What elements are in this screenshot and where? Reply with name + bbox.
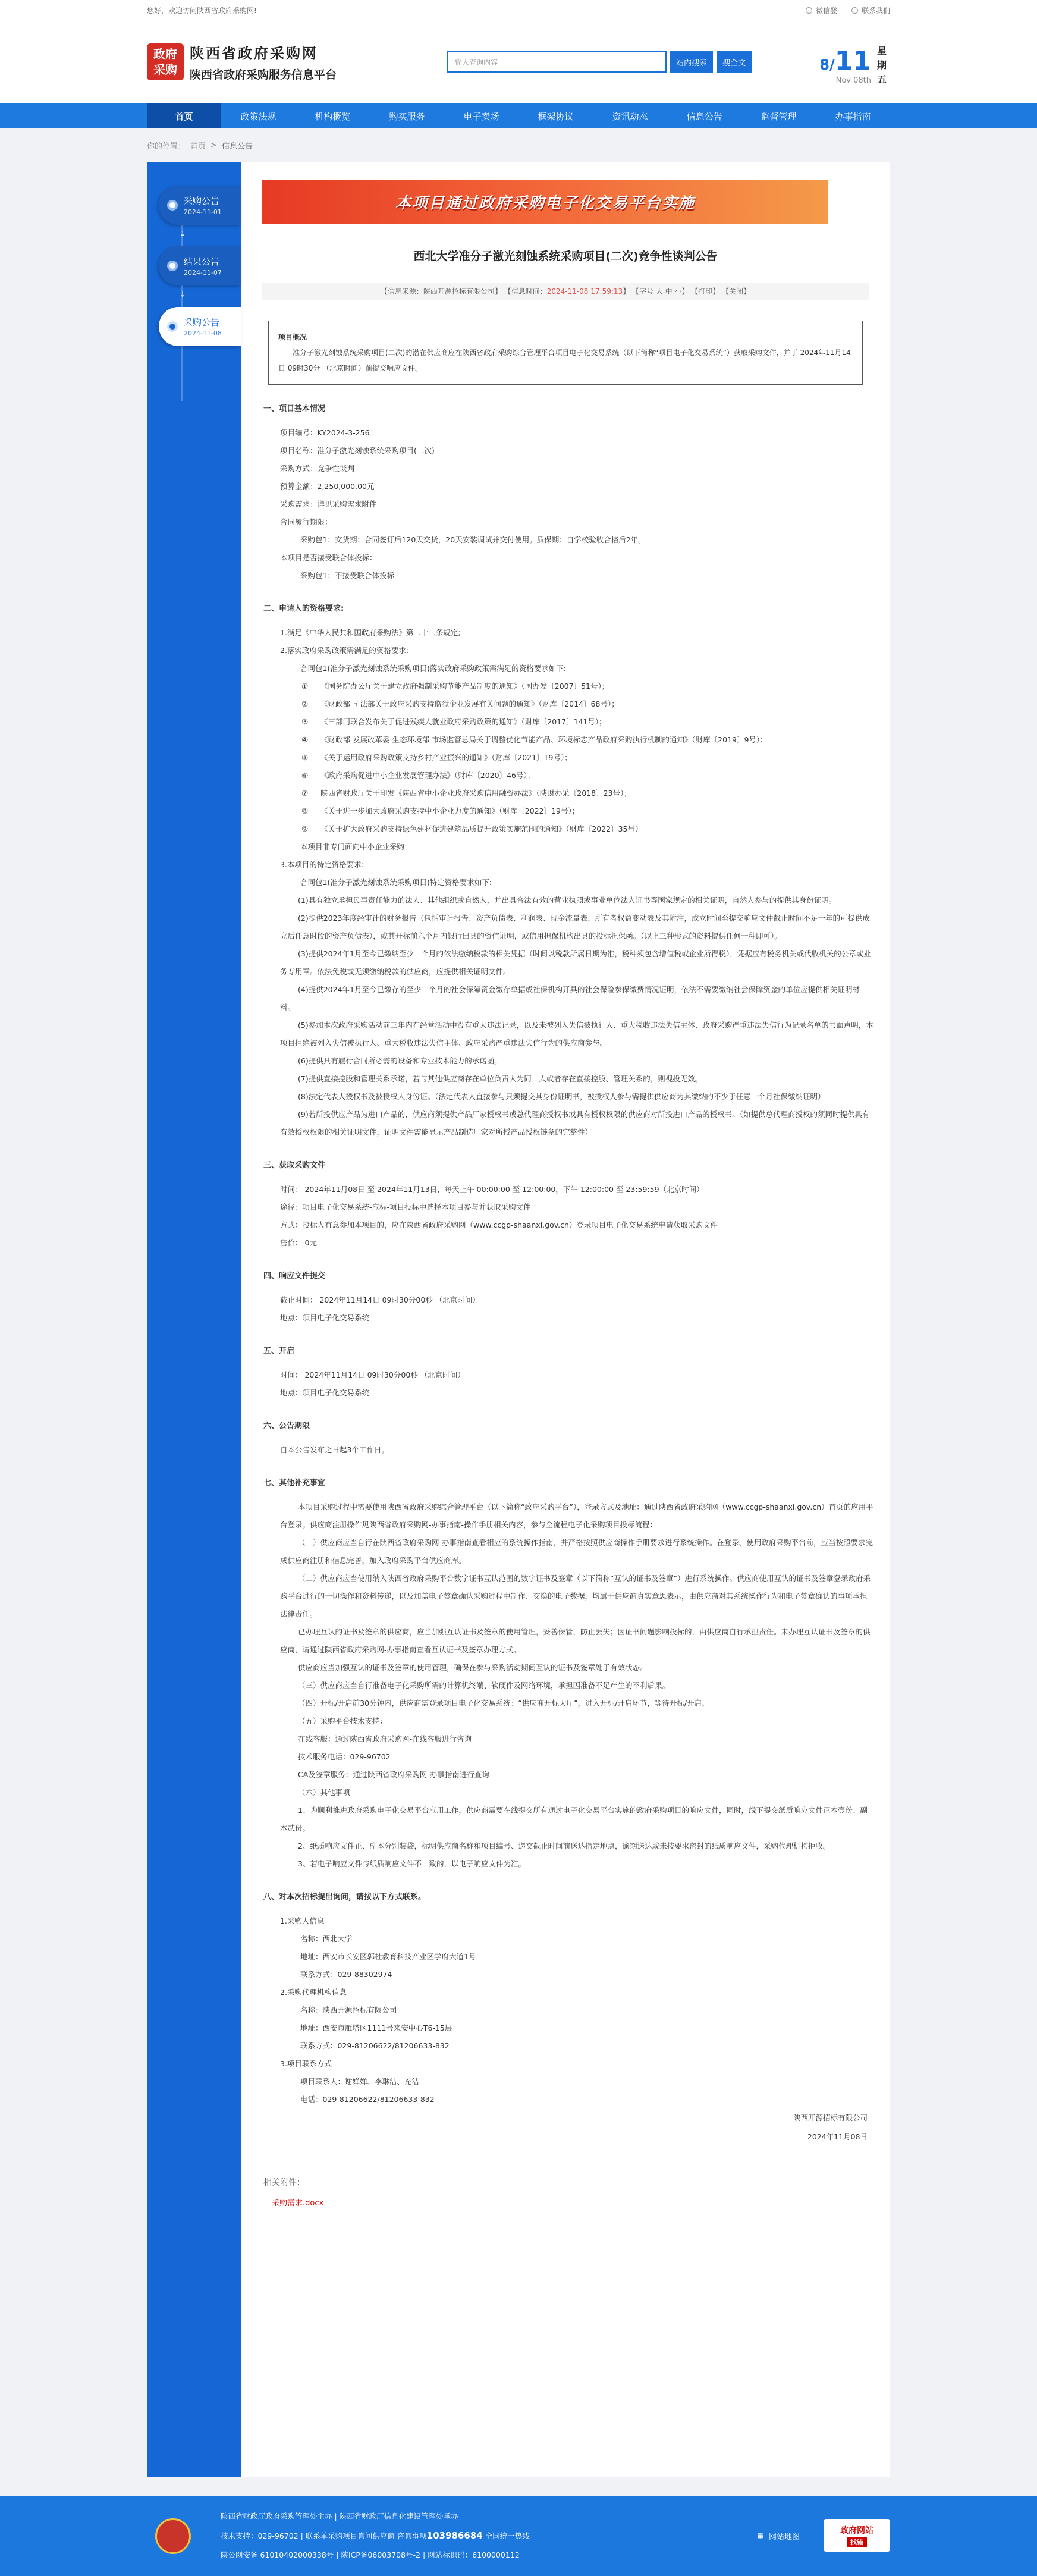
sitemap-link[interactable]: ▦ 网站地图 bbox=[756, 2531, 800, 2542]
sidebar bbox=[147, 162, 241, 2477]
article-title: 西北大学准分子激光刻蚀系统采购项目(二次)竞争性谈判公告 bbox=[413, 250, 718, 263]
nav-item-news[interactable]: 资讯动态 bbox=[612, 111, 648, 122]
welcome-text: 您好，欢迎访问陕西省政府采购网! bbox=[147, 6, 257, 15]
section-heading: 七、其他补充事宜 bbox=[263, 1479, 326, 1488]
font-size-control[interactable]: 【字号 大 中 小】 bbox=[632, 287, 689, 296]
date-main: 8/11 bbox=[819, 46, 871, 76]
nav-item-emall[interactable]: 电子卖场 bbox=[463, 111, 499, 122]
date-english: Nov 08th bbox=[835, 76, 871, 85]
gov-site-error-report-badge[interactable]: 政府网站 找错 bbox=[824, 2519, 890, 2552]
site-title-block bbox=[190, 42, 337, 82]
chevron-down-icon: ⇣ bbox=[179, 290, 186, 299]
site-footer bbox=[0, 2496, 1037, 2576]
signature-date: 2024年11月08日 bbox=[807, 2132, 868, 2141]
article-meta: 【信息来源：陕西开源招标有限公司】 【信息时间：2024-11-08 17:59:13】 【字号 大 中 小】 【打印】 【关闭】 bbox=[262, 283, 869, 300]
section-obtain-documents: 三、获取采购文件 时间： 2024年11月08日 至 2024年11月13日，每天上午 00:00:00 至 12:00:00，下午 12:00:00 至 23:59:59（北京时间） 途径：项目电子化交易系统-应标-项目投标中选择本项目参与并获取采购文件 方式：投标人有意参加本项目的，应在陕西省政府采购网（www.ccgp-shaanxi.gov.cn）登录项目电子化交易系统申请获取采购文件 售价： 0元 bbox=[257, 1157, 873, 1252]
nav-item-home[interactable]: 首页 bbox=[147, 103, 221, 128]
site-logo[interactable]: 政府采购 bbox=[147, 43, 184, 80]
summary-text: 准分子激光刻蚀系统采购项目(二次)的潜在供应商应在陕西省政府采购综合管理平台项目电子化交易系统（以下简称“项目电子化交易系统”）获取采购文件，并于 2024年11月14日 09时30分 （北京时间）前提交响应文件。 bbox=[278, 349, 851, 372]
main-nav bbox=[0, 103, 1037, 128]
section-heading: 四、响应文件提交 bbox=[263, 1272, 326, 1281]
sidebar-item-procurement-1[interactable]: 采购公告 2024-11-01 bbox=[159, 186, 241, 225]
section-heading: 三、获取采购文件 bbox=[263, 1161, 326, 1170]
timeline-dot-icon bbox=[167, 200, 178, 211]
search-input[interactable]: 输入查询内容 bbox=[447, 51, 667, 73]
contact-link[interactable]: 联系我们 bbox=[851, 5, 890, 15]
nav-item-framework[interactable]: 框架协议 bbox=[538, 111, 574, 122]
close-link[interactable]: 【关闭】 bbox=[722, 287, 751, 296]
timeline-dot-icon bbox=[167, 261, 178, 271]
section-heading: 八、对本次招标提出询问，请按以下方式联系。 bbox=[263, 1893, 426, 1902]
phone-icon bbox=[851, 7, 858, 14]
section-contacts: 八、对本次招标提出询问，请按以下方式联系。 1.采购人信息 名称：西北大学 地址：西安市长安区郭杜教育科技产业区学府大道1号 联系方式：029-88302974 2.采购代理机构信息 名称：陕西开源招标有限公司 地址：西安市雁塔区1111号来安中心T6-15层 联系方式：029-81206622/81206633-832 3.项目联系方式 项目联系人：谢婵婵、李琳洁、充洁 电话：029-81206622/81206633-832 陕西开源招标有限公司 2024年11月08日 bbox=[257, 1888, 873, 2147]
top-bar bbox=[0, 0, 1037, 20]
party-emblem-icon bbox=[155, 2518, 191, 2554]
nav-item-notices[interactable]: 信息公告 bbox=[686, 111, 722, 122]
wechat-link[interactable]: 微信登 bbox=[806, 5, 837, 15]
attachment-link[interactable]: 采购需求.docx bbox=[272, 2199, 324, 2208]
section-basic-info: 一、项目基本情况 项目编号：KY2024-3-256 项目名称：准分子激光刻蚀系统采购项目(二次) 采购方式：竞争性谈判 预算金额：2,250,000.00元 采购需求：详见采购需求附件 合同履行期限： 采购包1：交货期：合同签订后120天交货，20天安装调试并交付使用。质保期：自学校验收合格后2年。 本项目是否接受联合体投标： 采购包1：不接受联合体投标 bbox=[257, 400, 873, 585]
section-heading: 一、项目基本情况 bbox=[263, 404, 326, 413]
site-title: 陕西省政府采购网 bbox=[190, 45, 318, 62]
nav-item-policy[interactable]: 政策法规 bbox=[240, 111, 276, 122]
user-icon bbox=[806, 7, 812, 14]
site-header bbox=[0, 20, 1037, 103]
breadcrumb-home[interactable]: 首页 bbox=[190, 142, 206, 151]
timeline-dot-icon bbox=[167, 321, 178, 332]
attachments-label: 相关附件： bbox=[263, 2178, 305, 2188]
breadcrumb: 你的位置： 首页 > 信息公告 bbox=[147, 140, 253, 151]
site-subtitle: 陕西省政府采购服务信息平台 bbox=[190, 68, 337, 81]
platform-banner: 本项目通过政府采购电子化交易平台实施 bbox=[262, 180, 828, 224]
chevron-down-icon: ⇣ bbox=[179, 230, 186, 238]
section-heading: 五、开启 bbox=[263, 1347, 295, 1356]
section-opening: 五、开启 时间： 2024年11月14日 09时30分00秒 （北京时间） 地点：项目电子化交易系统 bbox=[257, 1342, 873, 1402]
sidebar-item-procurement-current[interactable]: 采购公告 2024-11-08 bbox=[159, 307, 241, 346]
sitemap-icon: ▦ bbox=[756, 2531, 764, 2540]
attachments bbox=[257, 2176, 873, 2208]
nav-item-agencies[interactable]: 机构概览 bbox=[315, 111, 351, 122]
breadcrumb-current[interactable]: 信息公告 bbox=[221, 142, 253, 151]
project-summary-box bbox=[268, 321, 863, 385]
section-notice-period: 六、公告期限 自本公告发布之日起3个工作日。 bbox=[257, 1417, 873, 1459]
nav-item-supervision[interactable]: 监督管理 bbox=[761, 111, 797, 122]
nav-item-guide[interactable]: 办事指南 bbox=[835, 111, 871, 122]
search-bar bbox=[447, 51, 752, 73]
site-search-button[interactable]: 站内搜索 bbox=[670, 51, 713, 73]
print-link[interactable]: 【打印】 bbox=[691, 287, 720, 296]
fulltext-search-button[interactable]: 搜全文 bbox=[717, 51, 752, 73]
section-heading: 二、申请人的资格要求: bbox=[263, 604, 344, 613]
section-supplementary: 七、其他补充事宜 本项目采购过程中需要使用陕西省政府采购综合管理平台（以下简称“政府采购平台”），登录方式及地址：通过陕西省政府采购网（www.ccgp-shaanxi.gov.cn）首页的应用平台登录。供应商注册操作见陕西省政府采购网-办事指南-操作手册相关内容，参与全流程电子化采购项目投标流程： （一）供应商应当自行在陕西省政府采购网-办事指南查看相应的系统操作指南，并严格按照供应商操作手册要求进行系统操作。在登录、使用政府采购平台前，应当按照要求完成供应商注册和信息完善，加入政府采购平台供应商库。 （二）供应商应当使用纳入陕西省政府采购平台数字证书互认范围的数字证书及签章（以下简称“互认的证书及签章”）进行系统操作。供应商使用互认的证书及签章登录政府采购平台进行的一切操作和资料传递，以及加盖电子签章确认采购过程中制作、交换的电子数据，均属于供应商真实意思表示，由供应商对其系统操作行为和电子签章确认的事项承担法律责任。 已办理互认的证书及签章的供应商，应当加强互认证书及签章的使用管理，妥善保管，防止丢失；因证书问题影响投标的，由供应商自行承担责任。未办理互认证书及签章的供应商，请通过陕西省政府采购网-办事指南查看互认证书及签章办理方式。 供应商应当加强互认的证书及签章的使用管理，确保在参与采购活动期间互认的证书及签章处于有效状态。 （三）供应商应当自行准备电子化采购所需的计算机终端、软硬件及网络环境，承担因准备不足产生的不利后果。 （四）开标/开启前30分钟内，供应商需登录项目电子化交易系统：“供应商开标大厅”，进入开标/开启环节，等待开标/开启。 （五）采购平台技术支持： 在线客服：通过陕西省政府采购网-在线客服进行咨询 技术服务电话：029-96702 CA及签章服务：通过陕西省政府采购网-办事指南进行查询 （六）其他事项 1、为顺利推进政府采购电子化交易平台应用工作，供应商需要在线提交所有通过电子化交易平台实施的政府采购项目的响应文件，同时，线下提交纸质响应文件正本壹份、副本贰份。 2、纸质响应文件正、副本分别装袋，标明供应商名称和项目编号、递交截止时间前送达指定地点，逾期送达或未按要求密封的纸质响应文件，采购代理机构拒收。 3、若电子响应文件与纸质响应文件不一致的，以电子响应文件为准。 bbox=[257, 1474, 873, 1873]
signature-org: 陕西开源招标有限公司 bbox=[793, 2113, 868, 2122]
meta-time: 2024-11-08 17:59:13 bbox=[546, 287, 623, 296]
nav-item-services[interactable]: 购买服务 bbox=[389, 111, 425, 122]
section-qualifications: 二、申请人的资格要求: 1.满足《中华人民共和国政府采购法》第二十二条规定; 2.落实政府采购政策需满足的资格要求: 合同包1(准分子激光刻蚀系统采购项目)落实政府采购政策需满足的资格要求如下: ① 《国务院办公厅关于建立政府强制采购节能产品制度的通知》（国办发〔2007〕51号）； ② 《财政部 司法部关于政府采购支持监狱企业发展有关问题的通知》（财库〔2014〕68号）； ③ 《三部门联合发布关于促进残疾人就业政府采购政策的通知》（财库〔2017〕141号）； ④ 《财政部 发展改革委 生态环境部 市场监管总局关于调整优化节能产品、环境标志产品政府采购执行机制的通知》（财库〔2019〕9号）； ⑤ 《关于运用政府采购政策支持乡村产业振兴的通知》（财库〔2021〕19号）； ⑥ 《政府采购促进中小企业发展管理办法》（财库〔2020〕46号）； ⑦ 陕西省财政厅关于印发《陕西省中小企业政府采购信用融资办法》（陕财办采〔2018〕23号）； ⑧ 《关于进一步加大政府采购支持中小企业力度的通知》（财库〔2022〕19号）； ⑨ 《关于扩大政府采购支持绿色建材促进建筑品质提升政策实施范围的通知》（财库〔2022〕35号） 本项目非专门面向中小企业采购 3.本项目的特定资格要求: 合同包1(准分子激光刻蚀系统采购项目)特定资格要求如下: (1)具有独立承担民事责任能力的法人、其他组织或自然人，并出具合法有效的营业执照或事业单位法人证书等国家规定的相关证明，自然人参与的提供其身份证明。 (2)提供2023年度经审计的财务报告（包括审计报告、资产负债表、利润表、现金流量表、所有者权益变动表及其附注，成立时间至提交响应文件截止时间不足一年的可提供成立后任意时段的资产负债表），或其开标前六个月内银行出具的资信证明，或信用担保机构出具的投标担保函。（以上三种形式的资料提供任何一种即可）。 (3)提供2024年1月至今已缴纳至少一个月的依法缴纳税款的相关凭据（时间以税款所属日期为准，税种须包含增值税或企业所得税），凭据应有税务机关或代收机关的公章或业务专用章。依法免税或无须缴纳税款的供应商，应提供相关证明文件。 (4)提供2024年1月至今已缴存的至少一个月的社会保障资金缴存单据或社保机构开具的社会保险参保缴费情况证明，依法不需要缴纳社会保障资金的单位应提供相关证明材料。 (5)参加本次政府采购活动前三年内在经营活动中没有重大违法记录，以及未被列入失信被执行人、重大税收违法失信主体、政府采购严重违法失信行为记录名单的书面声明，本项目拒绝被列入失信被执行人、重大税收违法失信主体、政府采购严重违法失信行为的供应商参与。 (6)提供具有履行合同所必需的设备和专业技术能力的承诺函。 (7)提供直接控股和管理关系承诺，若与其他供应商存在单位负责人为同一人或者存在直接控股、管理关系的，则视投无效。 (8)法定代表人授权书及被授权人身份证。（法定代表人直接参与只须提交其身份证明书，被授权人参与需提供供应商为其缴纳的不少于任意一个月社保缴纳证明） (9)若所投供应产品为进口产品的，供应商须提供产品厂家授权书或总代理商授权书或具有授权权限的供应商对所投进口产品的授权书。（如提供总代理商授权的须同时提供具有有效授权权限的相关证明文件，证明文件需能显示产品制造厂家对所授产品授权链条的完整性） bbox=[257, 600, 873, 1141]
meta-source: 【信息来源：陕西开源招标有限公司】 bbox=[380, 287, 502, 296]
hotline-number: 103986684 bbox=[426, 2530, 483, 2541]
sidebar-item-result[interactable]: 结果公告 2024-11-07 bbox=[159, 246, 241, 285]
section-submission: 四、响应文件提交 截止时间： 2024年11月14日 09时30分00秒 （北京时间） 地点：项目电子化交易系统 bbox=[257, 1267, 873, 1327]
section-heading: 六、公告期限 bbox=[263, 1422, 310, 1430]
footer-info: 陕西省财政厅政府采购管理处主办 | 陕西省财政厅信息化建设管理处承办 技术支持：029-96702 | 联系单采购项目询问供应商 咨询事项103986684 全国统一热线 陕公网安备 61010402000338号 | 陕ICP备06003708号-2 | 网站标识码：6100000112 bbox=[221, 2512, 530, 2559]
article-content bbox=[241, 162, 890, 2477]
date-display bbox=[819, 44, 890, 87]
date-weekday: 星期五 bbox=[877, 45, 887, 85]
summary-heading: 项目概况 bbox=[278, 333, 307, 341]
